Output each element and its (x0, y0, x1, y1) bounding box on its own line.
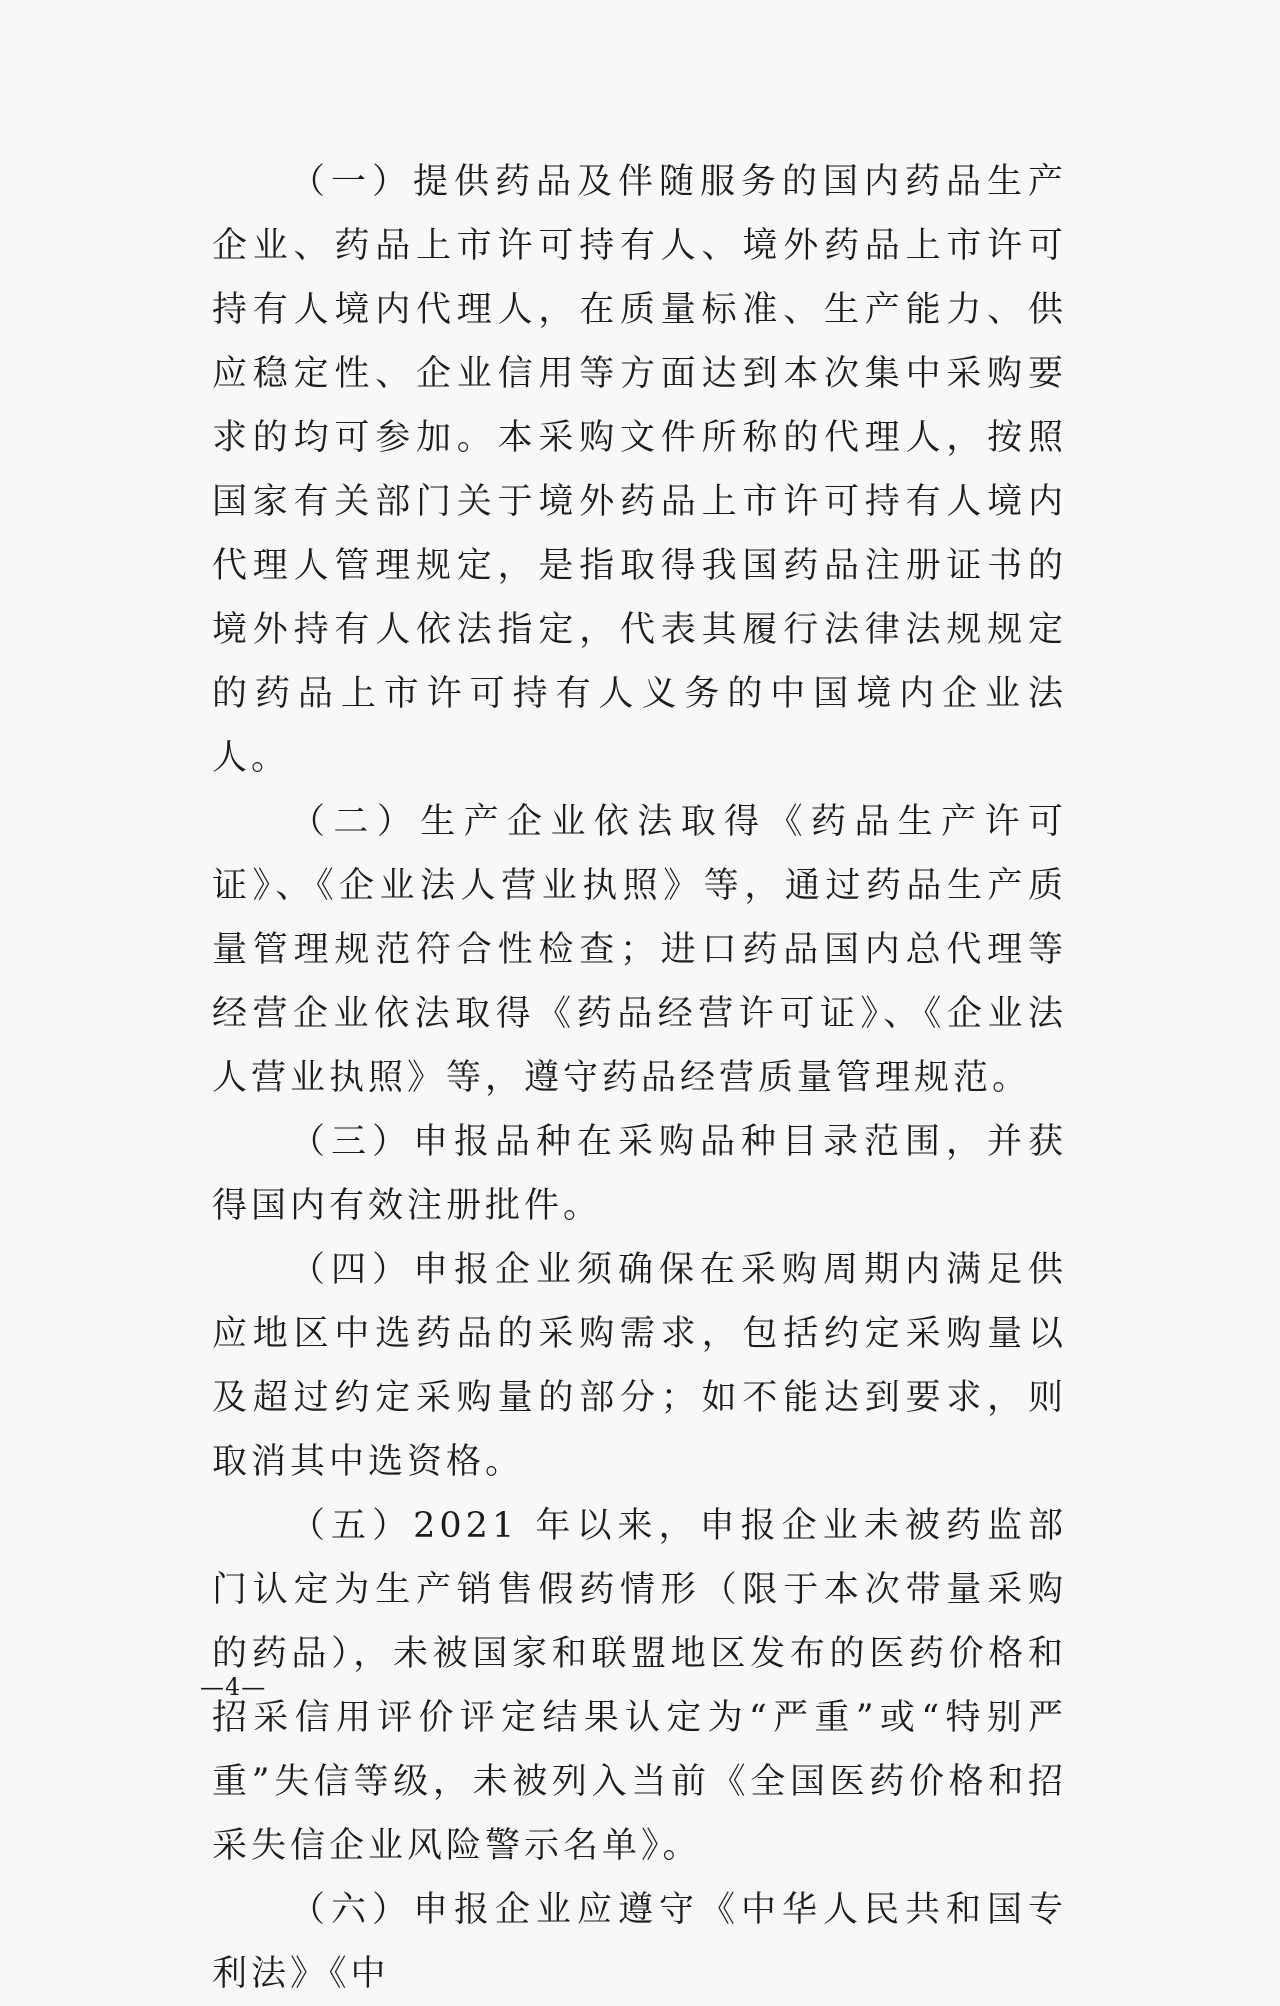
paragraph-6: （六）申报企业应遵守《中华人民共和国专利法》《中 (212, 1890, 1067, 1994)
paragraph-4: （四）申报企业须确保在采购周期内满足供应地区中选药品的采购需求，包括约定采购量以及超过约定采购量的部分；如不能达到要求，则取消其中选资格。 (212, 1250, 1067, 1482)
paragraph-2: （二）生产企业依法取得《药品生产许可证》、《企业法人营业执照》等，通过药品生产质量管理规范符合性检查；进口药品国内总代理等经营企业依法取得《药品经营许可证》、《企业法人营业执照》等，遵守药品经营质量管理规范。 (212, 802, 1067, 1098)
paragraph-3: （三）申报品种在采购品种目录范围，并获得国内有效注册批件。 (212, 1122, 1067, 1226)
page-number: —4— (200, 1673, 267, 1701)
paragraph-5: （五）2021 年以来，申报企业未被药监部门认定为生产销售假药情形（限于本次带量采购的药品），未被国家和联盟地区发布的医药价格和招采信用评价评定结果认定为“严重”或“特别严重”失信等级，未被列入当前《全国医药价格和招采失信企业风险警示名单》。 (212, 1506, 1067, 1866)
document-body (212, 150, 1067, 2006)
paragraph-1: （一）提供药品及伴随服务的国内药品生产企业、药品上市许可持有人、境外药品上市许可持有人境内代理人，在质量标准、生产能力、供应稳定性、企业信用等方面达到本次集中采购要求的均可参加。本采购文件所称的代理人，按照国家有关部门关于境外药品上市许可持有人境内代理人管理规定，是指取得我国药品注册证书的境外持有人依法指定，代表其履行法律法规规定的药品上市许可持有人义务的中国境内企业法人。 (212, 162, 1067, 778)
